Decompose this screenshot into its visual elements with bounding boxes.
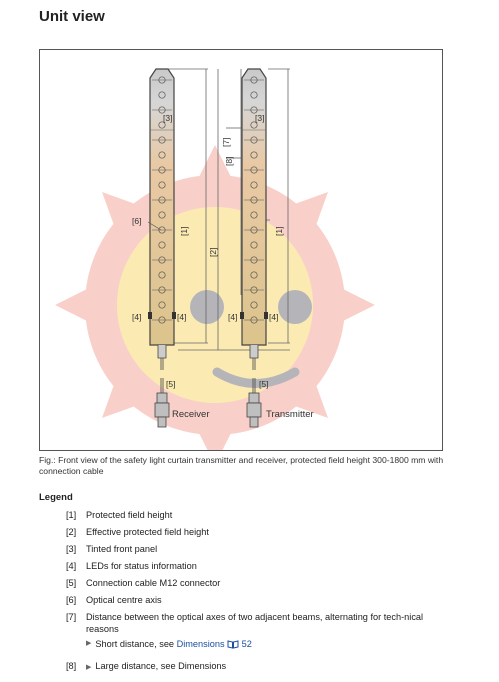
- legend-item: [66, 509, 446, 521]
- book-icon[interactable]: [227, 640, 239, 649]
- receiver-callout-3: [3]: [163, 113, 173, 123]
- emoji-right-eye: [278, 290, 312, 324]
- unit-view-figure: [39, 49, 443, 451]
- legend-item: [66, 594, 446, 606]
- legend-item: [66, 660, 446, 674]
- receiver-callout-4-right: [4]: [177, 312, 187, 322]
- emoji-left-eye: [190, 290, 224, 324]
- legend-item: [66, 611, 446, 635]
- legend-item: [66, 577, 446, 589]
- receiver-status-led-right: [172, 312, 176, 319]
- legend-item: [66, 526, 446, 538]
- transmitter-callout-5: [5]: [259, 379, 269, 389]
- legend-item-text: Effective protected field height: [86, 527, 209, 537]
- callout-2: [2]: [208, 247, 218, 257]
- figure-caption: Fig.: Front view of the safety light curtain transmitter and receiver, protected field height 300-1800 mm with connection cable: [39, 455, 444, 476]
- legend-item-text: Large distance, see Dimensions: [95, 661, 227, 671]
- legend-item-text: Tinted front panel: [86, 544, 158, 554]
- legend-item-number: [5]: [66, 578, 77, 588]
- legend-item: [66, 543, 446, 555]
- legend-list: [66, 509, 446, 674]
- dimensions-link[interactable]: Dimensions: [176, 639, 225, 649]
- legend-item-number: [2]: [66, 527, 77, 537]
- section-title: Unit view: [39, 8, 105, 25]
- transmitter-callout-1: [1]: [274, 226, 284, 236]
- legend-item-text: Distance between the optical axes of two adjacent beams, alternating for tech-nical reasons: [86, 612, 424, 634]
- legend-item-text: LEDs for status information: [86, 561, 197, 571]
- transmitter-status-led-left: [240, 312, 244, 319]
- legend-item-number: [3]: [66, 544, 77, 554]
- legend-item-number: [8]: [66, 661, 77, 671]
- legend-item-text: Optical centre axis: [86, 595, 162, 605]
- receiver-callout-4-left: [4]: [132, 312, 142, 322]
- legend-item: [66, 560, 446, 572]
- legend-item-number: [7]: [66, 612, 77, 622]
- legend-title: Legend: [39, 492, 73, 503]
- unit-view-drawing: [40, 50, 443, 451]
- receiver-label: Receiver: [172, 409, 210, 420]
- receiver-callout-6: [6]: [132, 216, 142, 226]
- page-reference-link[interactable]: 52: [241, 639, 252, 649]
- legend-item-number: [6]: [66, 595, 77, 605]
- callout-7: [7]: [221, 137, 231, 147]
- triangle-right-icon: ▶: [86, 664, 92, 671]
- receiver-status-led-left: [148, 312, 152, 319]
- transmitter-callout-4-right: [4]: [269, 312, 279, 322]
- receiver-callout-1: [1]: [179, 226, 189, 236]
- legend-item-text: Connection cable M12 connector: [86, 578, 221, 588]
- legend-sub-item: [86, 638, 446, 650]
- emoji-sticker-overlay: [55, 145, 375, 451]
- transmitter-callout-4-left: [4]: [228, 312, 238, 322]
- transmitter-label: Transmitter: [266, 409, 314, 420]
- legend-item-number: [4]: [66, 561, 77, 571]
- transmitter-status-led-right: [264, 312, 268, 319]
- callout-8: [8]: [224, 156, 234, 166]
- legend-item-number: [1]: [66, 510, 77, 520]
- legend-sub-item-prefix: Short distance, see: [95, 639, 177, 649]
- receiver-callout-5: [5]: [166, 379, 176, 389]
- transmitter-callout-3: [3]: [255, 113, 265, 123]
- triangle-right-icon: ▶: [86, 640, 92, 647]
- legend-item-text: Protected field height: [86, 510, 173, 520]
